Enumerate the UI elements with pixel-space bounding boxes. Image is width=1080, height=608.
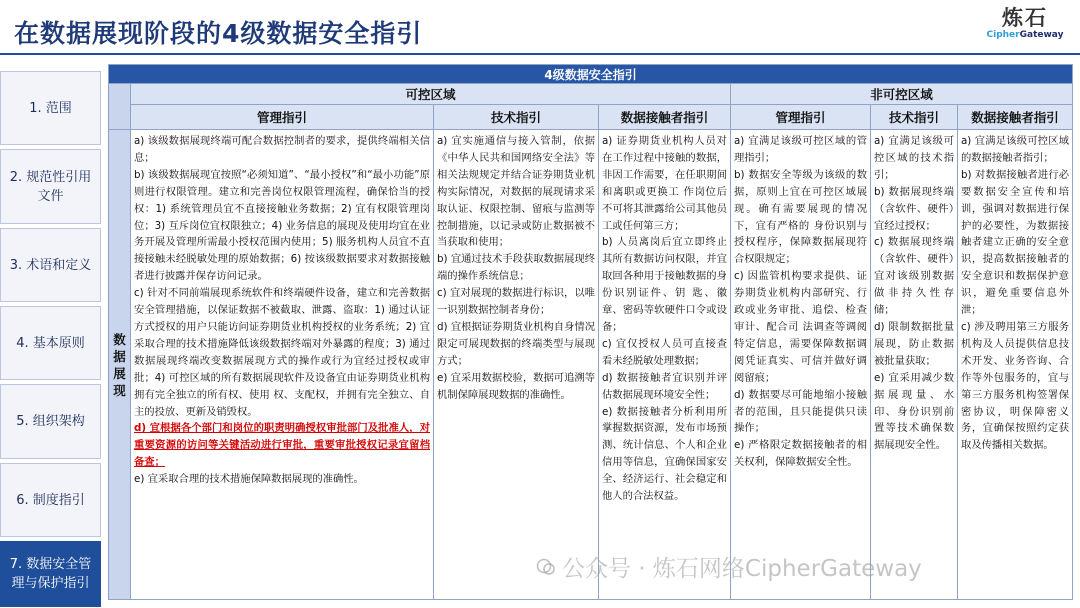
logo-name-en-a: Cipher xyxy=(986,30,1020,40)
ctrl-mgmt-a: a) 该级数据展现终端可配合数据控制者的要求，提供终端相关信息； xyxy=(134,135,430,164)
unctrl-tech-e: e) 宜采用减少数据展现量、水印、身份识别前置等技术确保数据展现安全性。 xyxy=(874,371,954,452)
col-header-unctrl-mgmt: 管理指引 xyxy=(731,105,871,130)
ctrl-contact-c: c) 宜仅授权人员可直接查看未经脱敏处理数据； xyxy=(602,337,727,367)
watermark xyxy=(536,550,922,583)
cell-ctrl-contact xyxy=(599,130,731,600)
group-header-uncontrollable: 非可控区域 xyxy=(731,84,1073,105)
col-header-ctrl-mgmt: 管理指引 xyxy=(131,105,434,130)
unctrl-mgmt-a: a) 宜满足该级可控区域的管理指引； xyxy=(734,135,867,164)
unctrl-tech-a: a) 宜满足该级可控区域的技术指引； xyxy=(874,135,954,181)
unctrl-mgmt-b: b) 数据安全等级为该级的数据，原则上宜在可控区域展现。确有需要展现的情况下，宜有严格的 身份识别与授权程序，保障数据展现符合权限规定； xyxy=(734,168,867,266)
unctrl-tech-d: d) 限制数据批量展现，防止数据被批量获取； xyxy=(874,320,954,367)
sidebar-item-scope[interactable]: 1. 范围 xyxy=(0,71,101,145)
unctrl-mgmt-d: d) 数据要尽可能地缩小接触者的范围，且只能提供只读操作； xyxy=(734,388,867,435)
logo-name-en xyxy=(980,30,1070,41)
title-divider xyxy=(0,53,1080,55)
unctrl-contact-c: c) 涉及聘用第三方服务机构及人员提供信息技术开发、业务咨询、合作等外包服务的，宜与第三方服务机构签署保密协议，明保障密义务，宜确保按照约定获取及传播相关数据。 xyxy=(961,320,1070,452)
col-header-unctrl-contact: 数据接触者指引 xyxy=(958,105,1073,130)
cell-unctrl-mgmt xyxy=(731,130,871,600)
ctrl-contact-e: e) 数据接触者分析利用所掌握数据资源，发布市场预测、统计信息、个人和企业信用等信息，宜确保国家安全、经济运行、社会稳定和他人的合法权益。 xyxy=(602,405,727,503)
group-header-controllable: 可控区域 xyxy=(131,84,731,105)
cell-unctrl-contact xyxy=(958,130,1073,600)
ctrl-tech-c: c) 宜对展现的数据进行标识，以唯一识别数据控制者身份； xyxy=(437,287,595,317)
ctrl-tech-b: b) 宜通过技术手段获取数据展现终端的操作系统信息； xyxy=(437,253,595,283)
sidebar-item-normative-references[interactable]: 2. 规范性引用文件 xyxy=(0,149,101,224)
col-header-ctrl-contact: 数据接触者指引 xyxy=(599,105,731,130)
wechat-icon xyxy=(536,557,556,577)
sidebar-nav xyxy=(0,71,103,607)
ctrl-contact-d: d) 数据接触者宜识别并评估数据展现环境安全性； xyxy=(602,371,727,401)
ctrl-contact-b: b) 人员离岗后宜立即终止其所有数据访问权限，并宜取回各种用于接触数据的身份识别证件、钥 匙、徽章、密码等软硬件口令或设备； xyxy=(602,236,727,333)
corner-cell xyxy=(109,84,131,130)
ctrl-mgmt-b: b) 该级数据展现宜按照“必须知道”、“最小授权”和“最小功能”原则进行权限管理。建立和完善岗位权限管理流程，确保恰当的授权：1) 系统管理员宜不直接接触业务数据；2) 宜有权限管理岗位；3) 互斥岗位宜权限独立；4) 业务信息的展现及使用均宜在业务开展及管理所需最小授权范围内使用；5) 服务机构人员宜不直接接触未经脱敏处理的原始数据；6) 按该级数据要求对数据接触者进行披露并保存访问记录。 xyxy=(134,168,430,283)
sidebar-item-terms-definitions[interactable]: 3. 术语和定义 xyxy=(0,228,101,302)
watermark-text: 公众号 · 炼石网络CipherGateway xyxy=(562,556,922,582)
brand-logo xyxy=(980,6,1070,41)
sidebar-item-basic-principles[interactable]: 4. 基本原则 xyxy=(0,306,101,380)
sidebar-item-data-security-management[interactable]: 7. 数据安全管理与保护指引 xyxy=(0,541,101,607)
unctrl-tech-c: c) 数据展现终端（含软件、硬件）宜对该级别数据做非持久性存储； xyxy=(874,236,954,317)
guidance-table xyxy=(108,64,1073,600)
ctrl-mgmt-d-highlight: d) 宜根据各个部门和岗位的职责明确授权审批部门及批准人，对重要资源的访问等关键活动进行审批，重要审批授权记录宜留档备查； xyxy=(134,422,430,469)
ctrl-mgmt-c: c) 针对不同前端展现系统软件和终端硬件设备，建立和完善数据安全管理措施，以保证数据不被截取、泄露、盗取：1) 通过认证方式授权的用户只能访问证券期货业机构授权的业务系统；2) 宜采取合理的技术措施降低该级数据终端对外暴露的程度；3) 通过数据展现终端改变数据展现方式的操作或行为宜经过授权或审批；4) 可控区域的所有数据展现软件及设备宜由证券期货业机构拥有完全独立的所有权、使用 权、支配权，并拥有完全独立、自主的投放、更新及销毁权。 xyxy=(134,287,430,418)
ctrl-tech-d: d) 宜根据证券期货业机构自身情况限定可展现数据的终端类型与展现方式； xyxy=(437,320,595,367)
cell-ctrl-mgmt xyxy=(131,130,434,600)
logo-name-cn: 炼石 xyxy=(1002,5,1048,30)
ctrl-mgmt-e: e) 宜采取合理的技术措施保障数据展现的准确性。 xyxy=(134,473,364,486)
unctrl-mgmt-e: e) 严格限定数据接触者的相关权利，保障数据安全性。 xyxy=(734,439,867,469)
sidebar-item-organization[interactable]: 5. 组织架构 xyxy=(0,384,101,459)
unctrl-contact-a: a) 宜满足该级可控区域的数据接触者指引； xyxy=(961,135,1070,164)
unctrl-mgmt-c: c) 因监管机构要求提供、证券期货业机构内部研究、行政或业务审批、追偿、检查审计、配合司 法调查等调阅特定信息，需要保障数据调阅凭证真实、可信并做好调阅留痕； xyxy=(734,270,867,384)
row-header-label: 数据展现 xyxy=(113,331,126,398)
col-header-ctrl-tech: 技术指引 xyxy=(434,105,599,130)
col-header-unctrl-tech: 技术指引 xyxy=(871,105,958,130)
logo-name-en-b: Gateway xyxy=(1019,30,1064,40)
row-header-data-display xyxy=(109,130,131,600)
page-title: 在数据展现阶段的4级数据安全指引 xyxy=(14,19,423,48)
unctrl-tech-b: b) 数据展现终端（含软件、硬件）宜经过授权； xyxy=(874,185,954,232)
ctrl-tech-e: e) 宜采用数据校验，数据可追溯等机制保障展现数据的准确性。 xyxy=(437,371,595,401)
ctrl-tech-a: a) 宜实施通信与接入管制，依据《中华人民共和国网络安全法》等相关法规规定并结合证券期货业机构实际情况，对数据的展现请求采取认证、权限控制、留痕与监测等控制措施，以记录或防止数据被不当获取和使用； xyxy=(437,135,595,249)
unctrl-contact-b: b) 对数据接触者进行必要数据安全宣传和培训，强调对数据进行保护的必要性，为数据接触者建立正确的安全意识，提高数据接触者的安全意识和数据保护意识，避免重要信息外泄； xyxy=(961,168,1070,317)
ctrl-contact-a: a) 证券期货业机构人员对在工作过程中接触的数据，非因工作需要，在任职期间和离职或更换工 作岗位后不可将其泄露给公司其他员工或任何第三方； xyxy=(602,135,727,232)
cell-unctrl-tech xyxy=(871,130,958,600)
table-caption: 4级数据安全指引 xyxy=(109,65,1073,84)
sidebar-item-policy-guidance[interactable]: 6. 制度指引 xyxy=(0,463,101,537)
cell-ctrl-tech xyxy=(434,130,599,600)
